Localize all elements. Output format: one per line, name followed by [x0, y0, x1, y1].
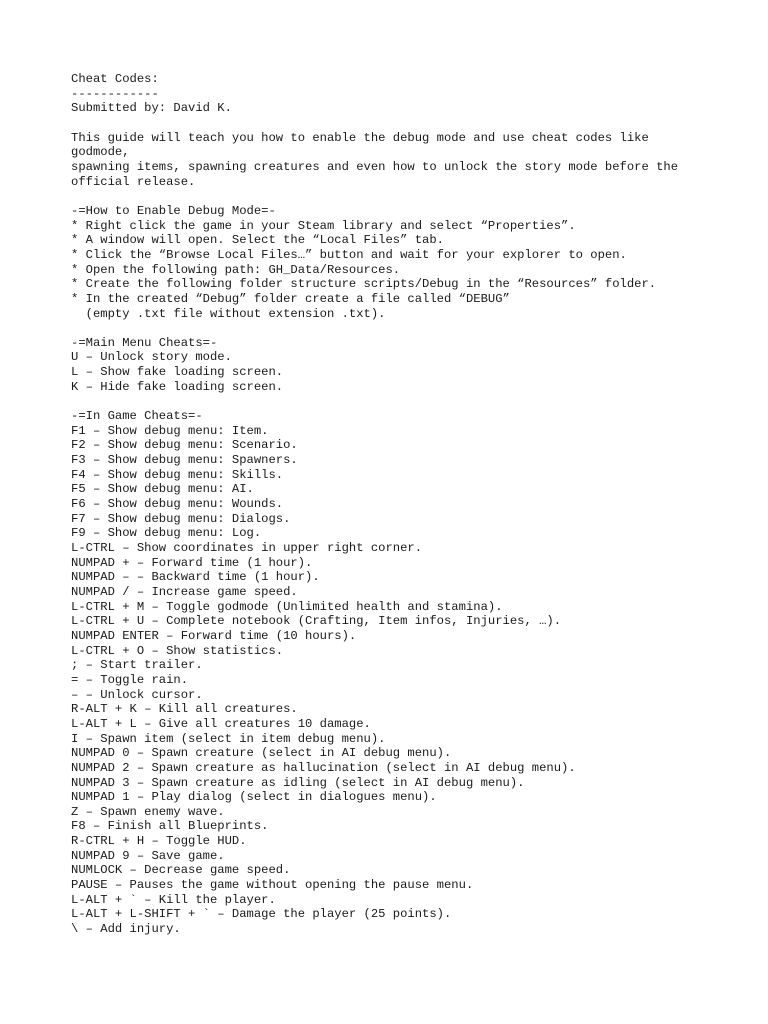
cheat-line: NUMPAD / – Increase game speed. [71, 584, 298, 599]
cheat-line: U – Unlock story mode. [71, 350, 232, 365]
cheat-line: F4 – Show debug menu: Skills. [71, 467, 284, 482]
document-title: Cheat Codes: [71, 72, 159, 86]
section-debug-mode [71, 204, 761, 321]
cheat-line: F3 – Show debug menu: Spawners. [71, 453, 298, 468]
section-main-menu-cheats [71, 336, 761, 395]
cheat-line: NUMPAD 3 – Spawn creature as idling (select in AI debug menu). [71, 775, 525, 790]
cheat-line: F2 – Show debug menu: Scenario. [71, 438, 298, 453]
cheat-line: NUMPAD 0 – Spawn creature (select in AI debug menu). [71, 746, 452, 761]
cheat-line: PAUSE – Pauses the game without opening the pause menu. [71, 878, 474, 893]
cheat-line: NUMLOCK – Decrease game speed. [71, 863, 291, 878]
cheat-line: = – Toggle rain. [71, 672, 189, 687]
cheat-line: K – Hide fake loading screen. [71, 379, 284, 394]
intro-line: official release. [71, 174, 196, 189]
cheat-line: L-CTRL + M – Toggle godmode (Unlimited health and stamina). [71, 599, 503, 614]
instruction-line: * A window will open. Select the “Local Files” tab. [71, 233, 444, 248]
instruction-line: * Click the “Browse Local Files…” button and wait for your explorer to open. [71, 247, 627, 262]
intro-line: godmode, [71, 145, 130, 160]
cheat-line: L-CTRL – Show coordinates in upper right corner. [71, 541, 423, 555]
submitted-by: Submitted by: David K. [71, 101, 232, 116]
cheat-line: F5 – Show debug menu: AI. [71, 482, 254, 497]
cheat-line: NUMPAD 2 – Spawn creature as hallucination (select in AI debug menu). [71, 760, 576, 775]
instruction-line: * Right click the game in your Steam library and select “Properties”. [71, 218, 576, 233]
instruction-line: * Open the following path: GH_Data/Resources. [71, 262, 401, 277]
cheat-line: F6 – Show debug menu: Wounds. [71, 497, 284, 512]
section-heading: -=How to Enable Debug Mode=- [71, 203, 276, 218]
cheat-line: R-ALT + K – Kill all creatures. [71, 702, 298, 717]
cheat-line: L-CTRL + U – Complete notebook (Crafting, Item infos, Injuries, …). [71, 614, 562, 629]
cheat-line: R-CTRL + H – Toggle HUD. [71, 834, 247, 849]
cheat-line: L-ALT + L – Give all creatures 10 damage. [71, 716, 371, 731]
intro-paragraph [71, 131, 761, 190]
cheat-line: ; – Start trailer. [71, 658, 203, 673]
spacer [71, 321, 761, 336]
spacer [71, 394, 761, 409]
title-rule: ------------ [71, 86, 159, 101]
intro-line: spawning items, spawning creatures and even how to unlock the story mode before the [71, 159, 679, 174]
cheat-line: NUMPAD ENTER – Forward time (10 hours). [71, 628, 357, 643]
section-heading: -=Main Menu Cheats=- [71, 335, 218, 350]
cheat-line: NUMPAD 9 – Save game. [71, 848, 225, 863]
cheat-line: F7 – Show debug menu: Dialogs. [71, 511, 291, 526]
spacer [71, 189, 761, 204]
cheat-line: NUMPAD – – Backward time (1 hour). [71, 570, 320, 585]
section-in-game-cheats [71, 409, 761, 937]
cheat-line: L – Show fake loading screen. [71, 365, 284, 380]
instruction-line: * In the created “Debug” folder create a file called “DEBUG” [71, 291, 510, 306]
cheat-line: F8 – Finish all Blueprints. [71, 819, 269, 834]
cheat-line: Z – Spawn enemy wave. [71, 804, 225, 819]
cheat-line: – – Unlock cursor. [71, 687, 203, 702]
document-page [71, 72, 761, 937]
cheat-line: L-CTRL + O – Show statistics. [71, 643, 284, 658]
cheat-line: I – Spawn item (select in item debug menu). [71, 731, 386, 746]
cheat-line: NUMPAD + – Forward time (1 hour). [71, 555, 313, 570]
spacer [71, 116, 761, 131]
cheat-line: F1 – Show debug menu: Item. [71, 423, 269, 438]
cheat-line: L-ALT + ` – Kill the player. [71, 892, 276, 907]
cheat-line: L-ALT + L-SHIFT + ` – Damage the player (25 points). [71, 907, 452, 922]
cheat-line: \ – Add injury. [71, 922, 181, 937]
section-heading: -=In Game Cheats=- [71, 409, 203, 424]
intro-line: This guide will teach you how to enable the debug mode and use cheat codes like [71, 130, 649, 145]
instruction-line: (empty .txt file without extension .txt). [71, 306, 386, 321]
instruction-line: * Create the following folder structure scripts/Debug in the “Resources” folder. [71, 277, 657, 292]
cheat-line: NUMPAD 1 – Play dialog (select in dialogues menu). [71, 790, 437, 805]
cheat-line: F9 – Show debug menu: Log. [71, 526, 262, 541]
